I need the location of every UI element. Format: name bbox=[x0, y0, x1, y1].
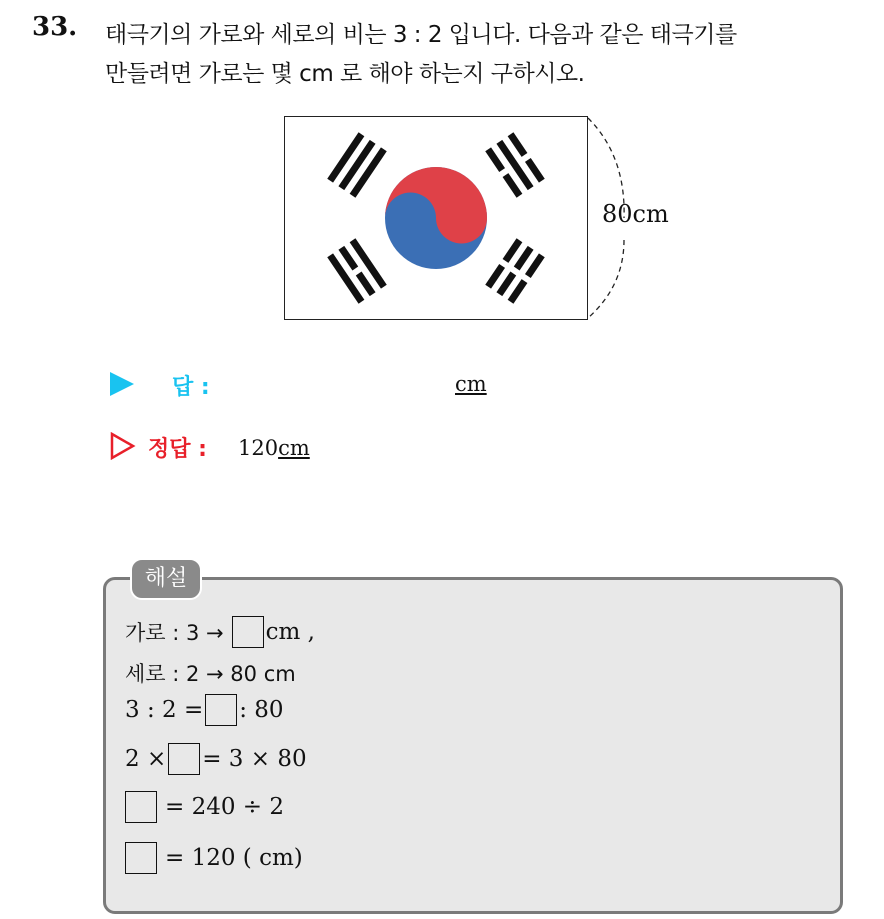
blank-box bbox=[168, 743, 200, 775]
solution-line-3 bbox=[125, 694, 284, 726]
solution-line-2-text: 세로 : 2 → 80 cm bbox=[125, 662, 296, 686]
blank-box bbox=[125, 791, 157, 823]
solution-line-1-text: 가로 : 3 → bbox=[125, 621, 224, 645]
solution-line-1 bbox=[125, 616, 315, 648]
flag-drawing bbox=[285, 117, 587, 319]
blank-box bbox=[125, 842, 157, 874]
trigram-bottom-left bbox=[327, 238, 387, 303]
correct-answer-value bbox=[238, 436, 310, 460]
trigram-top-left bbox=[327, 132, 387, 197]
question-number: 33. bbox=[32, 12, 78, 42]
solution-line-5-right: = 240 ÷ 2 bbox=[165, 794, 285, 820]
filled-triangle-icon bbox=[110, 372, 134, 396]
correct-answer-number: 120 bbox=[238, 436, 279, 460]
trigram-top-right bbox=[485, 132, 545, 197]
solution-line-4-right: = 3 × 80 bbox=[202, 746, 307, 772]
correct-answer-label: 정답 : bbox=[148, 437, 207, 462]
flag-figure bbox=[284, 116, 684, 326]
solution-line-2 bbox=[125, 658, 296, 688]
solution-tab-label: 해설 bbox=[130, 558, 202, 600]
question-text-line-1: 태극기의 가로와 세로의 비는 3 : 2 입니다. 다음과 같은 태극기를 bbox=[105, 22, 737, 48]
blank-box bbox=[205, 694, 237, 726]
taegukgi-flag bbox=[284, 116, 588, 320]
outline-triangle-icon bbox=[110, 432, 136, 460]
answer-label: 답 : bbox=[172, 375, 210, 400]
solution-line-5 bbox=[125, 791, 284, 823]
correct-answer-unit: cm bbox=[278, 436, 310, 460]
blank-box bbox=[232, 616, 264, 648]
answer-unit: cm bbox=[455, 372, 487, 396]
question-text-line-2: 만들려면 가로는 몇 cm 로 해야 하는지 구하시오. bbox=[105, 61, 585, 87]
solution-line-6 bbox=[125, 842, 303, 874]
solution-line-6-right: = 120 ( cm) bbox=[165, 845, 303, 871]
solution-line-3-right: : 80 bbox=[239, 697, 284, 723]
solution-line-4-left: 2 × bbox=[125, 746, 167, 772]
solution-line-3-left: 3 : 2 = bbox=[125, 697, 204, 723]
trigram-bottom-right bbox=[485, 238, 545, 303]
answer-row bbox=[110, 370, 610, 402]
height-label: 80cm bbox=[602, 200, 669, 228]
correct-answer-row bbox=[110, 432, 610, 464]
solution-line-4 bbox=[125, 743, 307, 775]
solution-line-1-end: cm , bbox=[265, 619, 315, 645]
taeguk-emblem bbox=[385, 167, 487, 269]
